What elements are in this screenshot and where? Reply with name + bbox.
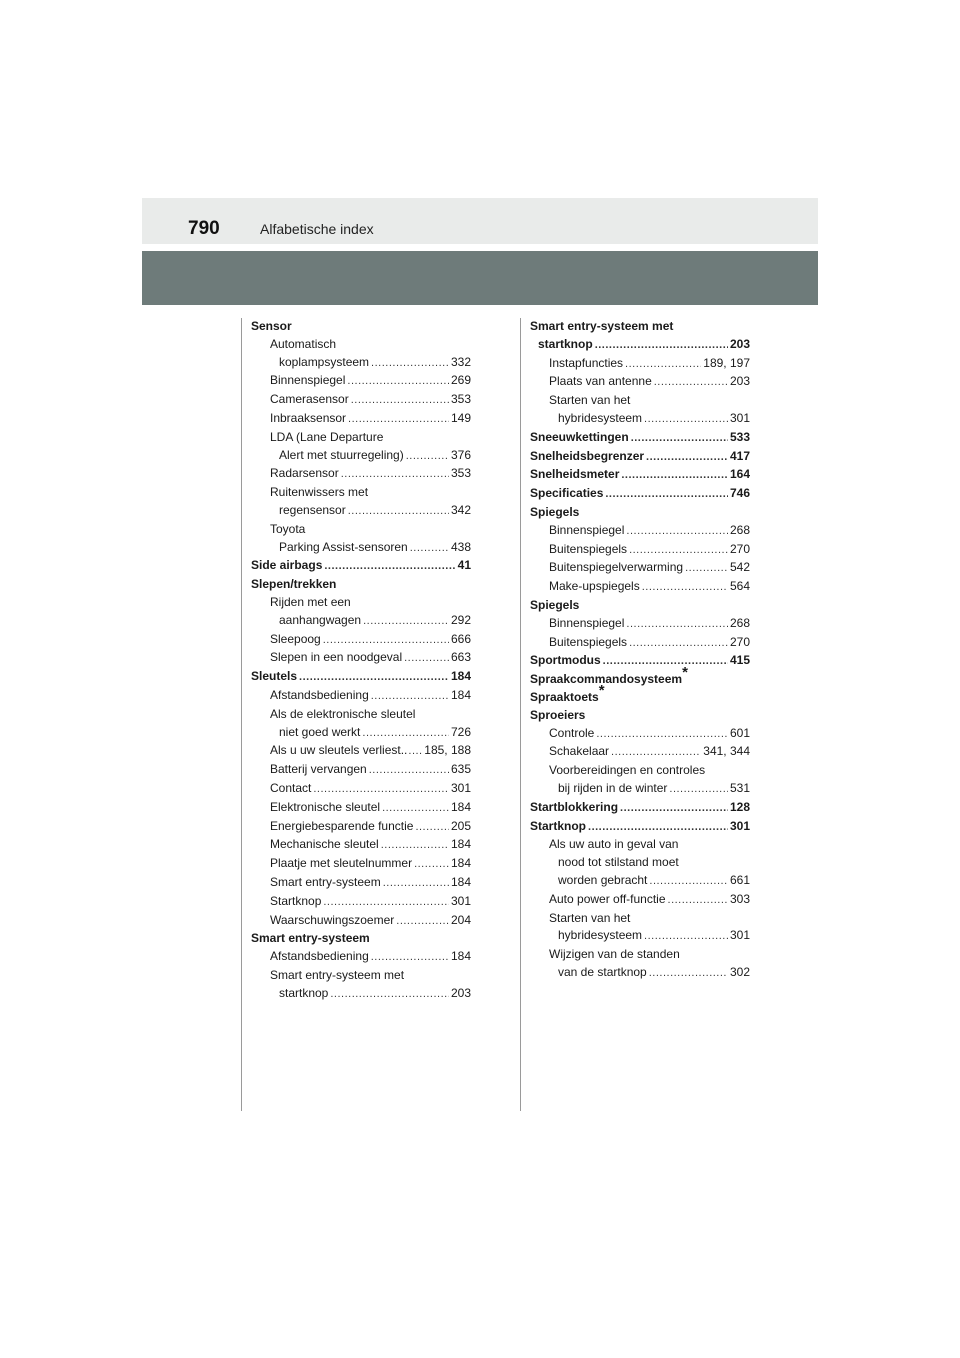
index-entry[interactable]: Binnenspiegel ..... 268 bbox=[530, 615, 750, 634]
index-entry[interactable]: Batterij vervangen ..... 635 bbox=[251, 761, 471, 780]
index-entry[interactable]: Slepen in een noodgeval ..... 663 bbox=[251, 649, 471, 668]
index-entry[interactable]: Schakelaar ..... 341, 344 bbox=[530, 743, 750, 762]
index-entry[interactable]: Als u uw sleutels verliest.. ..... 185, 188 bbox=[251, 742, 471, 761]
section-title: Alfabetische index bbox=[260, 221, 374, 237]
index-entry[interactable]: Startknop ..... 301 bbox=[251, 893, 471, 912]
index-entry[interactable]: Auto power off-functie ..... 303 bbox=[530, 891, 750, 910]
index-entry[interactable]: van de startknop ..... 302 bbox=[530, 964, 750, 983]
index-heading: Spiegels bbox=[530, 597, 580, 612]
index-heading[interactable]: Spraakcommandosysteem* bbox=[530, 664, 688, 687]
index-heading-entry[interactable]: Specificaties ..... 746 bbox=[530, 485, 750, 504]
index-heading-entry[interactable]: Snelheidsmeter ..... 164 bbox=[530, 466, 750, 485]
index-heading: Sproeiers bbox=[530, 707, 586, 722]
index-heading-entry[interactable]: Sportmodus ..... 415 bbox=[530, 652, 750, 671]
index-heading-entry[interactable]: Sleutels ..... 184 bbox=[251, 668, 471, 687]
index-entry[interactable]: Elektronische sleutel ..... 184 bbox=[251, 799, 471, 818]
index-entry[interactable]: Plaats van antenne ..... 203 bbox=[530, 373, 750, 392]
index-entry[interactable]: hybridesysteem ..... 301 bbox=[530, 410, 750, 429]
index-subheading: Wijzigen van de standen bbox=[549, 947, 680, 962]
index-subheading: Starten van het bbox=[549, 910, 631, 925]
index-entry[interactable]: niet goed werkt ..... 726 bbox=[251, 724, 471, 743]
middle-column-rule bbox=[520, 318, 521, 1111]
index-heading: Slepen/trekken bbox=[251, 577, 337, 592]
index-subheading: Voorbereidingen en controles bbox=[549, 763, 706, 778]
index-entry[interactable]: Make-upspiegels ..... 564 bbox=[530, 578, 750, 597]
index-heading-entry[interactable]: Sneeuwkettingen ..... 533 bbox=[530, 429, 750, 448]
footnote-mark: * bbox=[598, 681, 605, 699]
left-column-rule bbox=[241, 318, 242, 1111]
index-entry[interactable]: aanhangwagen ..... 292 bbox=[251, 612, 471, 631]
index-entry[interactable]: startknop ..... 203 bbox=[251, 985, 471, 1004]
index-entry[interactable]: Binnenspiegel ..... 268 bbox=[530, 522, 750, 541]
index-subheading: Starten van het bbox=[549, 393, 631, 408]
index-entry[interactable]: Sleepoog ..... 666 bbox=[251, 631, 471, 650]
index-subheading: Als uw auto in geval van bbox=[549, 837, 679, 852]
index-subheading: Als de elektronische sleutel bbox=[270, 706, 416, 721]
index-entry[interactable]: Smart entry-systeem ..... 184 bbox=[251, 874, 471, 893]
index-entry[interactable]: Buitenspiegels ..... 270 bbox=[530, 541, 750, 560]
index-entry[interactable]: Afstandsbediening ..... 184 bbox=[251, 948, 471, 967]
index-heading-entry[interactable]: startknop ..... 203 bbox=[530, 336, 750, 355]
index-entry[interactable]: Buitenspiegelverwarming ..... 542 bbox=[530, 559, 750, 578]
index-subheading: Ruitenwissers met bbox=[270, 485, 369, 500]
index-heading: Sensor bbox=[251, 319, 292, 333]
index-entry[interactable]: Radarsensor ..... 353 bbox=[251, 465, 471, 484]
index-entry[interactable]: Afstandsbediening ..... 184 bbox=[251, 687, 471, 706]
index-subheading: Rijden met een bbox=[270, 594, 351, 609]
index-entry[interactable]: Instapfuncties ..... 189, 197 bbox=[530, 355, 750, 374]
index-subheading: Automatisch bbox=[270, 336, 337, 351]
index-entry[interactable]: Contact ..... 301 bbox=[251, 780, 471, 799]
page-number: 790 bbox=[188, 218, 220, 239]
index-entry[interactable]: Controle ..... 601 bbox=[530, 725, 750, 744]
index-heading: Smart entry-systeem met bbox=[530, 319, 674, 333]
index-heading-entry[interactable]: Startknop ..... 301 bbox=[530, 818, 750, 837]
index-column-left bbox=[251, 318, 471, 1003]
index-entry[interactable]: bij rijden in de winter ..... 531 bbox=[530, 780, 750, 799]
index-entry[interactable]: Plaatje met sleutelnummer ..... 184 bbox=[251, 855, 471, 874]
index-subheading: Smart entry-systeem met bbox=[270, 967, 405, 982]
index-heading: Spiegels bbox=[530, 504, 580, 519]
index-entry[interactable]: Mechanische sleutel ..... 184 bbox=[251, 836, 471, 855]
index-entry[interactable]: Alert met stuurregeling) ..... 376 bbox=[251, 447, 471, 466]
index-entry[interactable]: koplampsysteem ..... 332 bbox=[251, 354, 471, 373]
header-bar bbox=[142, 198, 818, 244]
footnote-mark: * bbox=[682, 664, 688, 682]
index-entry[interactable]: hybridesysteem ..... 301 bbox=[530, 927, 750, 946]
index-heading: Smart entry-systeem bbox=[251, 931, 370, 946]
index-entry[interactable]: Parking Assist-sensoren ..... 438 bbox=[251, 539, 471, 558]
index-entry[interactable]: Camerasensor ..... 353 bbox=[251, 391, 471, 410]
index-entry[interactable]: Buitenspiegels ..... 270 bbox=[530, 634, 750, 653]
index-entry[interactable]: regensensor ..... 342 bbox=[251, 502, 471, 521]
index-heading[interactable]: Spraaktoets* bbox=[530, 681, 605, 704]
index-entry[interactable]: worden gebracht ..... 661 bbox=[530, 872, 750, 891]
index-entry[interactable]: Waarschuwingszoemer ..... 204 bbox=[251, 912, 471, 931]
index-entry[interactable]: Energiebesparende functie ..... 205 bbox=[251, 818, 471, 837]
index-subheading: nood tot stilstand moet bbox=[558, 855, 679, 870]
index-subheading: LDA (Lane Departure bbox=[270, 429, 384, 444]
index-heading-entry[interactable]: Startblokkering ..... 128 bbox=[530, 799, 750, 818]
header-banner bbox=[142, 251, 818, 305]
index-entry[interactable]: Binnenspiegel ..... 269 bbox=[251, 372, 471, 391]
index-heading-entry[interactable]: Snelheidsbegrenzer ..... 417 bbox=[530, 448, 750, 467]
index-entry[interactable]: Inbraaksensor ..... 149 bbox=[251, 410, 471, 429]
index-subheading: Toyota bbox=[270, 521, 306, 536]
index-heading-entry[interactable]: Side airbags ..... 41 bbox=[251, 557, 471, 576]
index-column-right bbox=[530, 318, 750, 983]
